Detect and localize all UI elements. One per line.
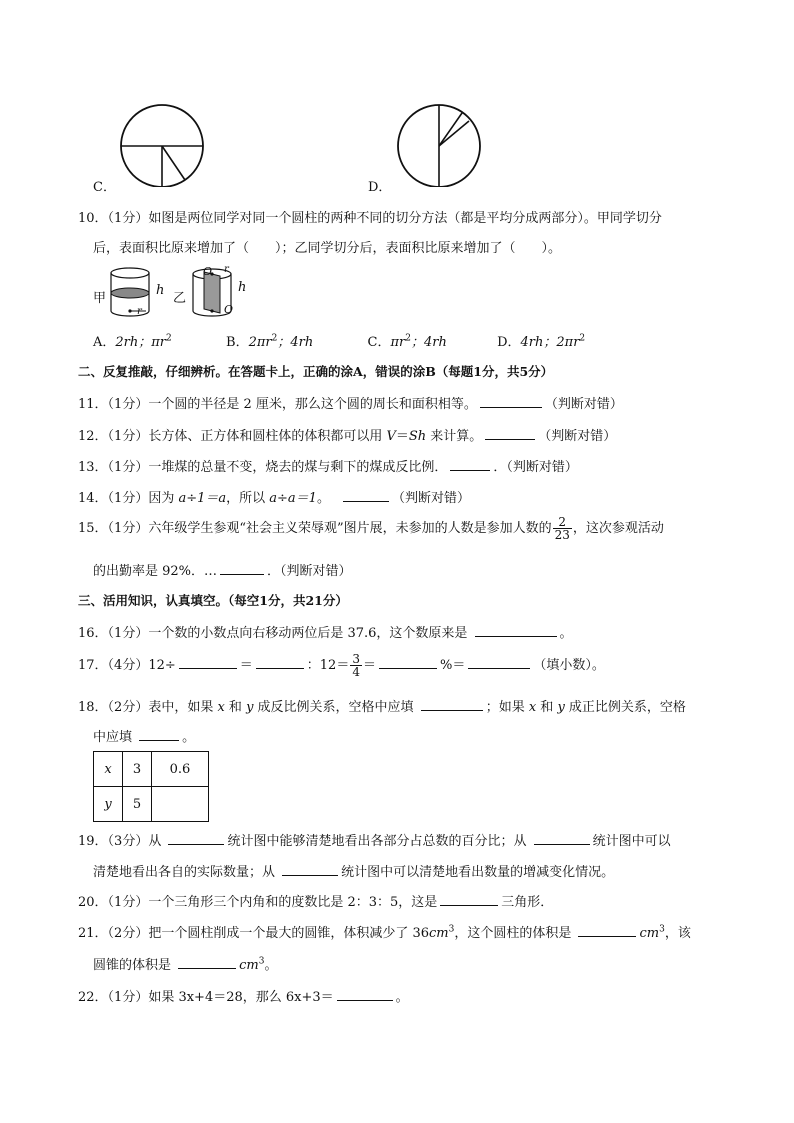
answer-blank-17c[interactable] xyxy=(379,656,437,669)
table-cell: 5 xyxy=(123,787,152,822)
question-12: 12．（1分）长方体、正方体和圆柱体的体积都可以用 V＝Sh 来计算。 （判断对错） xyxy=(78,429,617,444)
question-11: 11．（1分）一个圆的半径是 2 厘米，那么这个圆的周长和面积相等。 （判断对错） xyxy=(78,397,623,412)
label-o-bottom: O xyxy=(224,303,234,316)
option-c-circle-figure xyxy=(118,103,210,187)
question-19-line1: 19．（3分）从 统计图中能够清楚地看出各部分占总数的百分比；从 统计图中可以 xyxy=(78,834,671,849)
label-h-yi: h xyxy=(238,280,247,295)
option-a[interactable]: A．2rh；$\pi r^2$ xyxy=(93,333,172,350)
table-row xyxy=(94,752,209,787)
xy-value-table xyxy=(93,751,209,822)
option-c-label[interactable]: C． xyxy=(93,180,116,195)
answer-blank-21a[interactable] xyxy=(578,924,636,937)
answer-blank-18b[interactable] xyxy=(139,728,179,741)
answer-blank-12[interactable] xyxy=(485,427,535,440)
table-cell: y xyxy=(94,787,123,822)
label-r-yi: r xyxy=(224,264,229,275)
label-h-jia: h xyxy=(156,283,165,298)
question-14: 14．（1分）因为 a÷1＝a，所以 a÷a＝1。 （判断对错） xyxy=(78,491,470,506)
table-cell: x xyxy=(94,752,123,787)
option-d-circle-figure xyxy=(394,103,486,187)
question-13: 13．（1分）一堆煤的总量不变，烧去的煤与剩下的煤成反比例． ．（判断对错） xyxy=(78,460,578,475)
figure-label-yi: 乙 xyxy=(173,291,187,306)
answer-blank-11[interactable] xyxy=(480,395,542,408)
answer-blank-16[interactable] xyxy=(475,624,557,637)
section-2-heading: 二、反复推敲，仔细辨析。在答题卡上，正确的涂A，错误的涂B（每题1分，共5分） xyxy=(78,364,554,379)
question-18-line2: 中应填 。 xyxy=(93,730,196,745)
question-22: 22．（1分）如果 3x+4＝28，那么 6x+3＝ 。 xyxy=(78,990,409,1005)
option-b[interactable]: B．$2\pi r^2$；4rh xyxy=(226,333,314,350)
answer-blank-17a[interactable] xyxy=(179,656,237,669)
question-15-line2: 的出勤率是 92%．… ．（判断对错） xyxy=(93,564,352,579)
answer-blank-14[interactable] xyxy=(343,489,389,502)
answer-blank-15[interactable] xyxy=(220,562,264,575)
question-15-line1: 15．（1分）六年级学生参观“社会主义荣辱观”图片展，未参加的人数是参加人数的 $\frac{2}{23}$ ，这次参观活动 xyxy=(78,515,664,542)
question-17: 17．（4分）12÷ ＝ ：12＝ $\frac{3}{4}$ ＝ %＝ （填小数）。 xyxy=(78,652,605,679)
question-16: 16．（1分）一个数的小数点向右移动两位后是 37.6，这个数原来是 。 xyxy=(78,626,573,641)
question-10-options xyxy=(93,331,585,350)
fraction-2-23: $\frac{2}{23}$ xyxy=(554,515,570,542)
answer-blank-19a[interactable] xyxy=(168,832,224,845)
option-c[interactable]: C．$\pi r^2$；4rh xyxy=(367,333,447,350)
question-21-line1: 21．（2分）把一个圆柱削成一个最大的圆锥，体积减少了 $36cm^3$，这个圆柱的体积是 $cm^3$，该 xyxy=(78,924,691,941)
table-cell-empty[interactable] xyxy=(152,787,209,822)
answer-blank-22[interactable] xyxy=(337,988,393,1001)
answer-blank-17b[interactable] xyxy=(256,656,304,669)
question-10-line1: 10．（1分）如图是两位同学对同一个圆柱的两种不同的切分方法（都是平均分成两部分）。甲同学切分 xyxy=(78,211,662,226)
question-19-line2: 清楚地看出各自的实际数量；从 统计图中可以清楚地看出数量的增减变化情况。 xyxy=(93,865,615,880)
question-20: 20．（1分）一个三角形三个内角和的度数比是 2：3：5，这是 三角形． xyxy=(78,895,554,910)
cylinder-jia-figure xyxy=(108,265,158,321)
answer-blank-17d[interactable] xyxy=(468,656,530,669)
question-18-line1: 18．（2分）表中，如果 x 和 y 成反比例关系，空格中应填 ；如果 x 和 y 成正比例关系，空格 xyxy=(78,700,686,715)
section-3-heading: 三、活用知识，认真填空。（每空1分，共21分） xyxy=(78,593,348,608)
fraction-3-4: $\frac{3}{4}$ xyxy=(352,652,360,679)
answer-blank-18a[interactable] xyxy=(421,698,483,711)
table-cell: 3 xyxy=(123,752,152,787)
table-row xyxy=(94,787,209,822)
answer-blank-19b[interactable] xyxy=(534,832,590,845)
figure-label-jia: 甲 xyxy=(93,291,107,306)
question-10-line2: 后，表面积比原来增加了（ ）；乙同学切分后，表面积比原来增加了（ ）。 xyxy=(93,241,562,256)
label-o-top: O xyxy=(203,265,213,278)
question-21-line2: 圆锥的体积是 $cm^3$。 xyxy=(93,956,278,973)
option-d[interactable]: D．4rh；$2\pi r^2$ xyxy=(497,333,586,350)
table-cell: 0.6 xyxy=(152,752,209,787)
answer-blank-20[interactable] xyxy=(440,893,498,906)
answer-blank-21b[interactable] xyxy=(178,956,236,969)
option-d-label[interactable]: D． xyxy=(368,180,392,195)
label-r-jia: r xyxy=(137,306,142,317)
answer-blank-19c[interactable] xyxy=(282,863,338,876)
answer-blank-13[interactable] xyxy=(450,458,490,471)
